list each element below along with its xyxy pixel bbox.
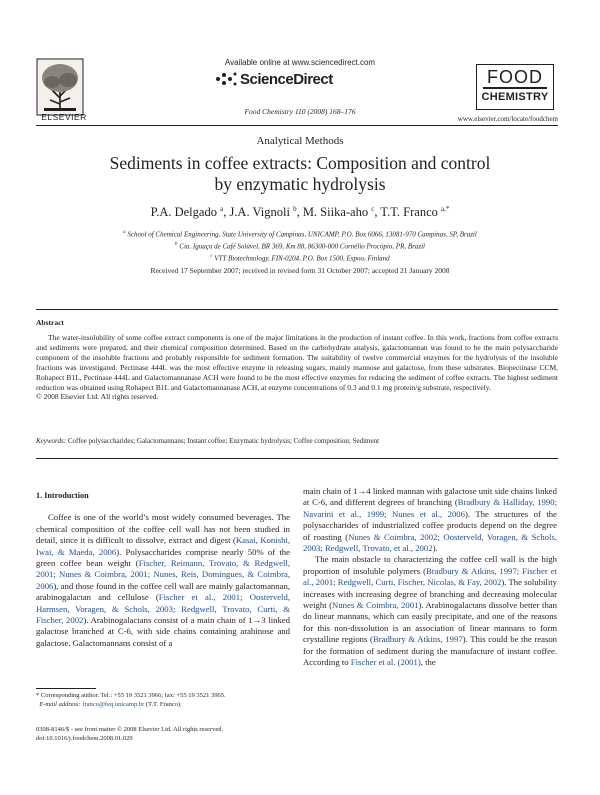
sciencedirect-icon <box>214 70 238 88</box>
publisher-name: ELSEVIER <box>41 112 87 122</box>
corresponding-author-note: * Corresponding author. Tel.: +55 19 3521 3966; fax: +55 19 3521 3965. <box>36 692 226 699</box>
title-line-1: Sediments in coffee extracts: Composition and control <box>109 153 491 173</box>
intro-paragraph: Coffee is one of the world’s most widely consumed beverages. The chemical composition of the coffee cell wall has not been studied in detail, since it is difficult to dissolve, extract and digest (Kasai, Konishi, Iwai, & Maeda, 2006). Polysaccharides comprise nearly 50% of the green coffee bean weight (Fischer, Reimann, Trovato, & Redgwell, 2001; Nunes & Coimbra, 2001; Nunes, Reis, Domingues, & Coimbra, 2006), and those found in the coffee cell wall are mainly galactomannan, arabinogalactan and cellulose (Fischer et al., 2001; Oosterveld, Harmsen, Voragen, & Schols, 2003; Redgwell, Trovato, Curti, & Fischer, 2002). Arabinogalactans consist of a main chain of 1→3 linked galactose branched at C-6, with side chains containing arabinose and galactose. Galactomannans consist of a <box>36 512 290 648</box>
citation-link[interactable]: Nunes & Coimbra, 2001 <box>332 600 419 611</box>
abstract-heading: Abstract <box>36 318 64 327</box>
footnote-divider <box>36 688 96 689</box>
food-chemistry-logo <box>476 64 554 110</box>
citation-link[interactable]: Bradbury & Atkins, 1997 <box>372 634 463 645</box>
section-heading-introduction: 1. Introduction <box>36 491 89 500</box>
available-online-text[interactable]: Available online at www.sciencedirect.com <box>224 58 376 67</box>
doi-line[interactable]: doi:10.1016/j.foodchem.2008.01.029 <box>36 734 133 742</box>
affiliation-line: $^c$ VTT Biotechnology, FIN-0204, P.O. Box 1500, Espoo, Finland <box>210 253 390 262</box>
elsevier-tree-logo <box>36 58 84 116</box>
citation-link[interactable]: Nunes & Coimbra, 2002; Oosterveld, Voragen, & Schols, 2003; Redgwell, Trovato, et al., 2002 <box>303 531 557 554</box>
issn-line: 0308-8146/$ - see front matter © 2008 Elsevier Ltd. All rights reserved. <box>36 726 224 733</box>
keywords-list: Coffee polysaccharides; Galactomannans; Instant coffee; Enzymatic hydrolysis; Coffee composition; Sediment <box>67 437 380 445</box>
article-dates: Received 17 September 2007; received in revised form 31 October 2007; accepted 21 January 2008 <box>150 266 450 275</box>
email-link[interactable]: franco@feq.unicamp.br <box>82 700 145 708</box>
author-name[interactable]: T.T. Franco <box>380 205 438 220</box>
article-section: Analytical Methods <box>256 135 344 147</box>
affiliation-line: $^a$ School of Chemical Engineering, State University of Campinas, UNICAMP, P.O. Box 6066, 13081-970 Campinas, SP, Brazil <box>123 230 477 239</box>
header-divider <box>36 125 558 126</box>
abstract-copyright: © 2008 Elsevier Ltd. All rights reserved. <box>36 392 159 402</box>
author-name[interactable]: J.A. Vignoli <box>229 205 290 220</box>
keywords <box>36 437 558 445</box>
email-label: E-mail address: <box>39 700 81 708</box>
author-name[interactable]: M. Siika-aho <box>302 205 369 220</box>
sciencedirect-logo[interactable]: ScienceDirect <box>240 71 333 88</box>
author-affil-mark: a <box>220 205 224 213</box>
intro-paragraph: The main obstacle to characterizing the coffee cell wall is the high proportion of insoluble polymers (Bradbury & Atkins, 1997; Fischer et al., 2001; Redgwell, Curti, Fischer, Nicolas, & Fay, 2002). The solubility increases with increasing degree of branching and decreasing molecular weight (Nunes & Coimbra, 2001). Arabinogalactans dissolve better than do linear mannans, which can easily precipitate, and one of the reasons for this non-dissolution is an association of linear mannans to form crystalline regions (Bradbury & Atkins, 1997). This could be the reason for the formation of sediment during the manufacture of instant coffee. According to Fischer et al. (2001), the <box>303 554 558 668</box>
author-name[interactable]: P.A. Delgado <box>150 205 217 220</box>
affiliations <box>60 228 540 263</box>
citation-link[interactable]: Bradbury & Halliday, 1990; Navarini et al., 1999; Nunes et al., 2006 <box>303 497 557 519</box>
body-column-right <box>303 486 557 669</box>
publication-info <box>36 726 336 743</box>
author-list: P.A. Delgado $^a$, J.A. Vignoli $^b$, M. Siika-aho $^c$, T.T. Franco $^{a,*}$ <box>150 205 450 220</box>
abstract-bottom-divider <box>36 458 558 459</box>
affiliation-line: $^b$ Cia. Iguaçu de Café Solúvel, BR 369, Km 88, 86300-000 Cornélio Procópio, PR, Brazil <box>175 241 425 251</box>
email-line: E-mail address: franco@feq.unicamp.br (T.T. Franco). <box>39 700 182 708</box>
abstract-body <box>36 333 558 402</box>
abstract-text: The water-insolubility of some coffee extract components is one of the major limitations in the production of instant coffee. In this work, fractions from coffee extracts and sediments were prepared, and their chemical composition determined. Based on the carbohydrate analysis, galactomannan was found to be the main polysaccharide component of the insoluble fractions and probably responsible for sediment formation. The suitability of twelve commercial enzymes for the hydrolysis of the insoluble fractions was investigated. Pectinase 444L was the most effective enzyme in releasing sugars, mainly mannose and galactose, from these substrates. Biopectinase CCM, Rohapect B1L, Pectinase 444L and Galactomannanase ACH were found to be the most effective enzymes for reducing the sediment of coffee extracts. The highest sediment reduction was obtained using Rohapect B1L and Galactomannanase ACH, at enzyme concentrations of 0.3 and 0.1 mg protein/g substrate, respectively. <box>36 333 558 392</box>
author-affil-mark: a,* <box>441 205 450 213</box>
author-affil-mark: c <box>371 205 375 213</box>
citation-link[interactable]: Bradbury & Atkins, 1997; Fischer et al., 2001; Redgwell, Curti, Fischer, Nicolas, & Fay, 2002 <box>303 565 557 588</box>
title-line-2: by enzymatic hydrolysis <box>214 174 386 194</box>
citation-link[interactable]: Fischer et al. (2001) <box>350 657 421 668</box>
journal-citation: Food Chemistry 110 (2008) 168–176 <box>244 107 356 116</box>
citation-link[interactable]: Kasai, Konishi, Iwai, & Maeda, 2006 <box>36 535 290 557</box>
logo-line-food: FOOD <box>483 67 547 89</box>
article-title <box>60 153 540 195</box>
keywords-label: Keywords: <box>36 437 67 445</box>
logo-line-chemistry: CHEMISTRY <box>481 91 549 103</box>
citation-link[interactable]: Fischer et al., 2001; Oosterveld, Harmsen, Voragen, & Schols, 2003; Redgwell, Trovato, Curti, & Fischer, 2002 <box>36 592 290 626</box>
body-column-left <box>36 490 290 649</box>
abstract-top-divider <box>36 309 558 310</box>
citation-link[interactable]: Fischer, Reimann, Trovato, & Redgwell, 2001; Nunes & Coimbra, 2001; Nunes, Reis, Domingues, & Coimbra, 2006 <box>36 558 290 591</box>
author-affil-mark: b <box>293 205 297 213</box>
intro-paragraph: main chain of 1→4 linked mannan with galactose unit side chains linked at C-6, and different degrees of branching (Bradbury & Halliday, 1990; Navarini et al., 1999; Nunes et al., 2006). The structures of the polysaccharides of industrialized coffee products depend on the degree of roasting (Nunes & Coimbra, 2002; Oosterveld, Voragen, & Schols, 2003; Redgwell, Trovato, et al., 2002). <box>303 486 557 554</box>
journal-url[interactable]: www.elsevier.com/locate/foodchem <box>457 115 558 123</box>
footnote <box>36 692 296 709</box>
